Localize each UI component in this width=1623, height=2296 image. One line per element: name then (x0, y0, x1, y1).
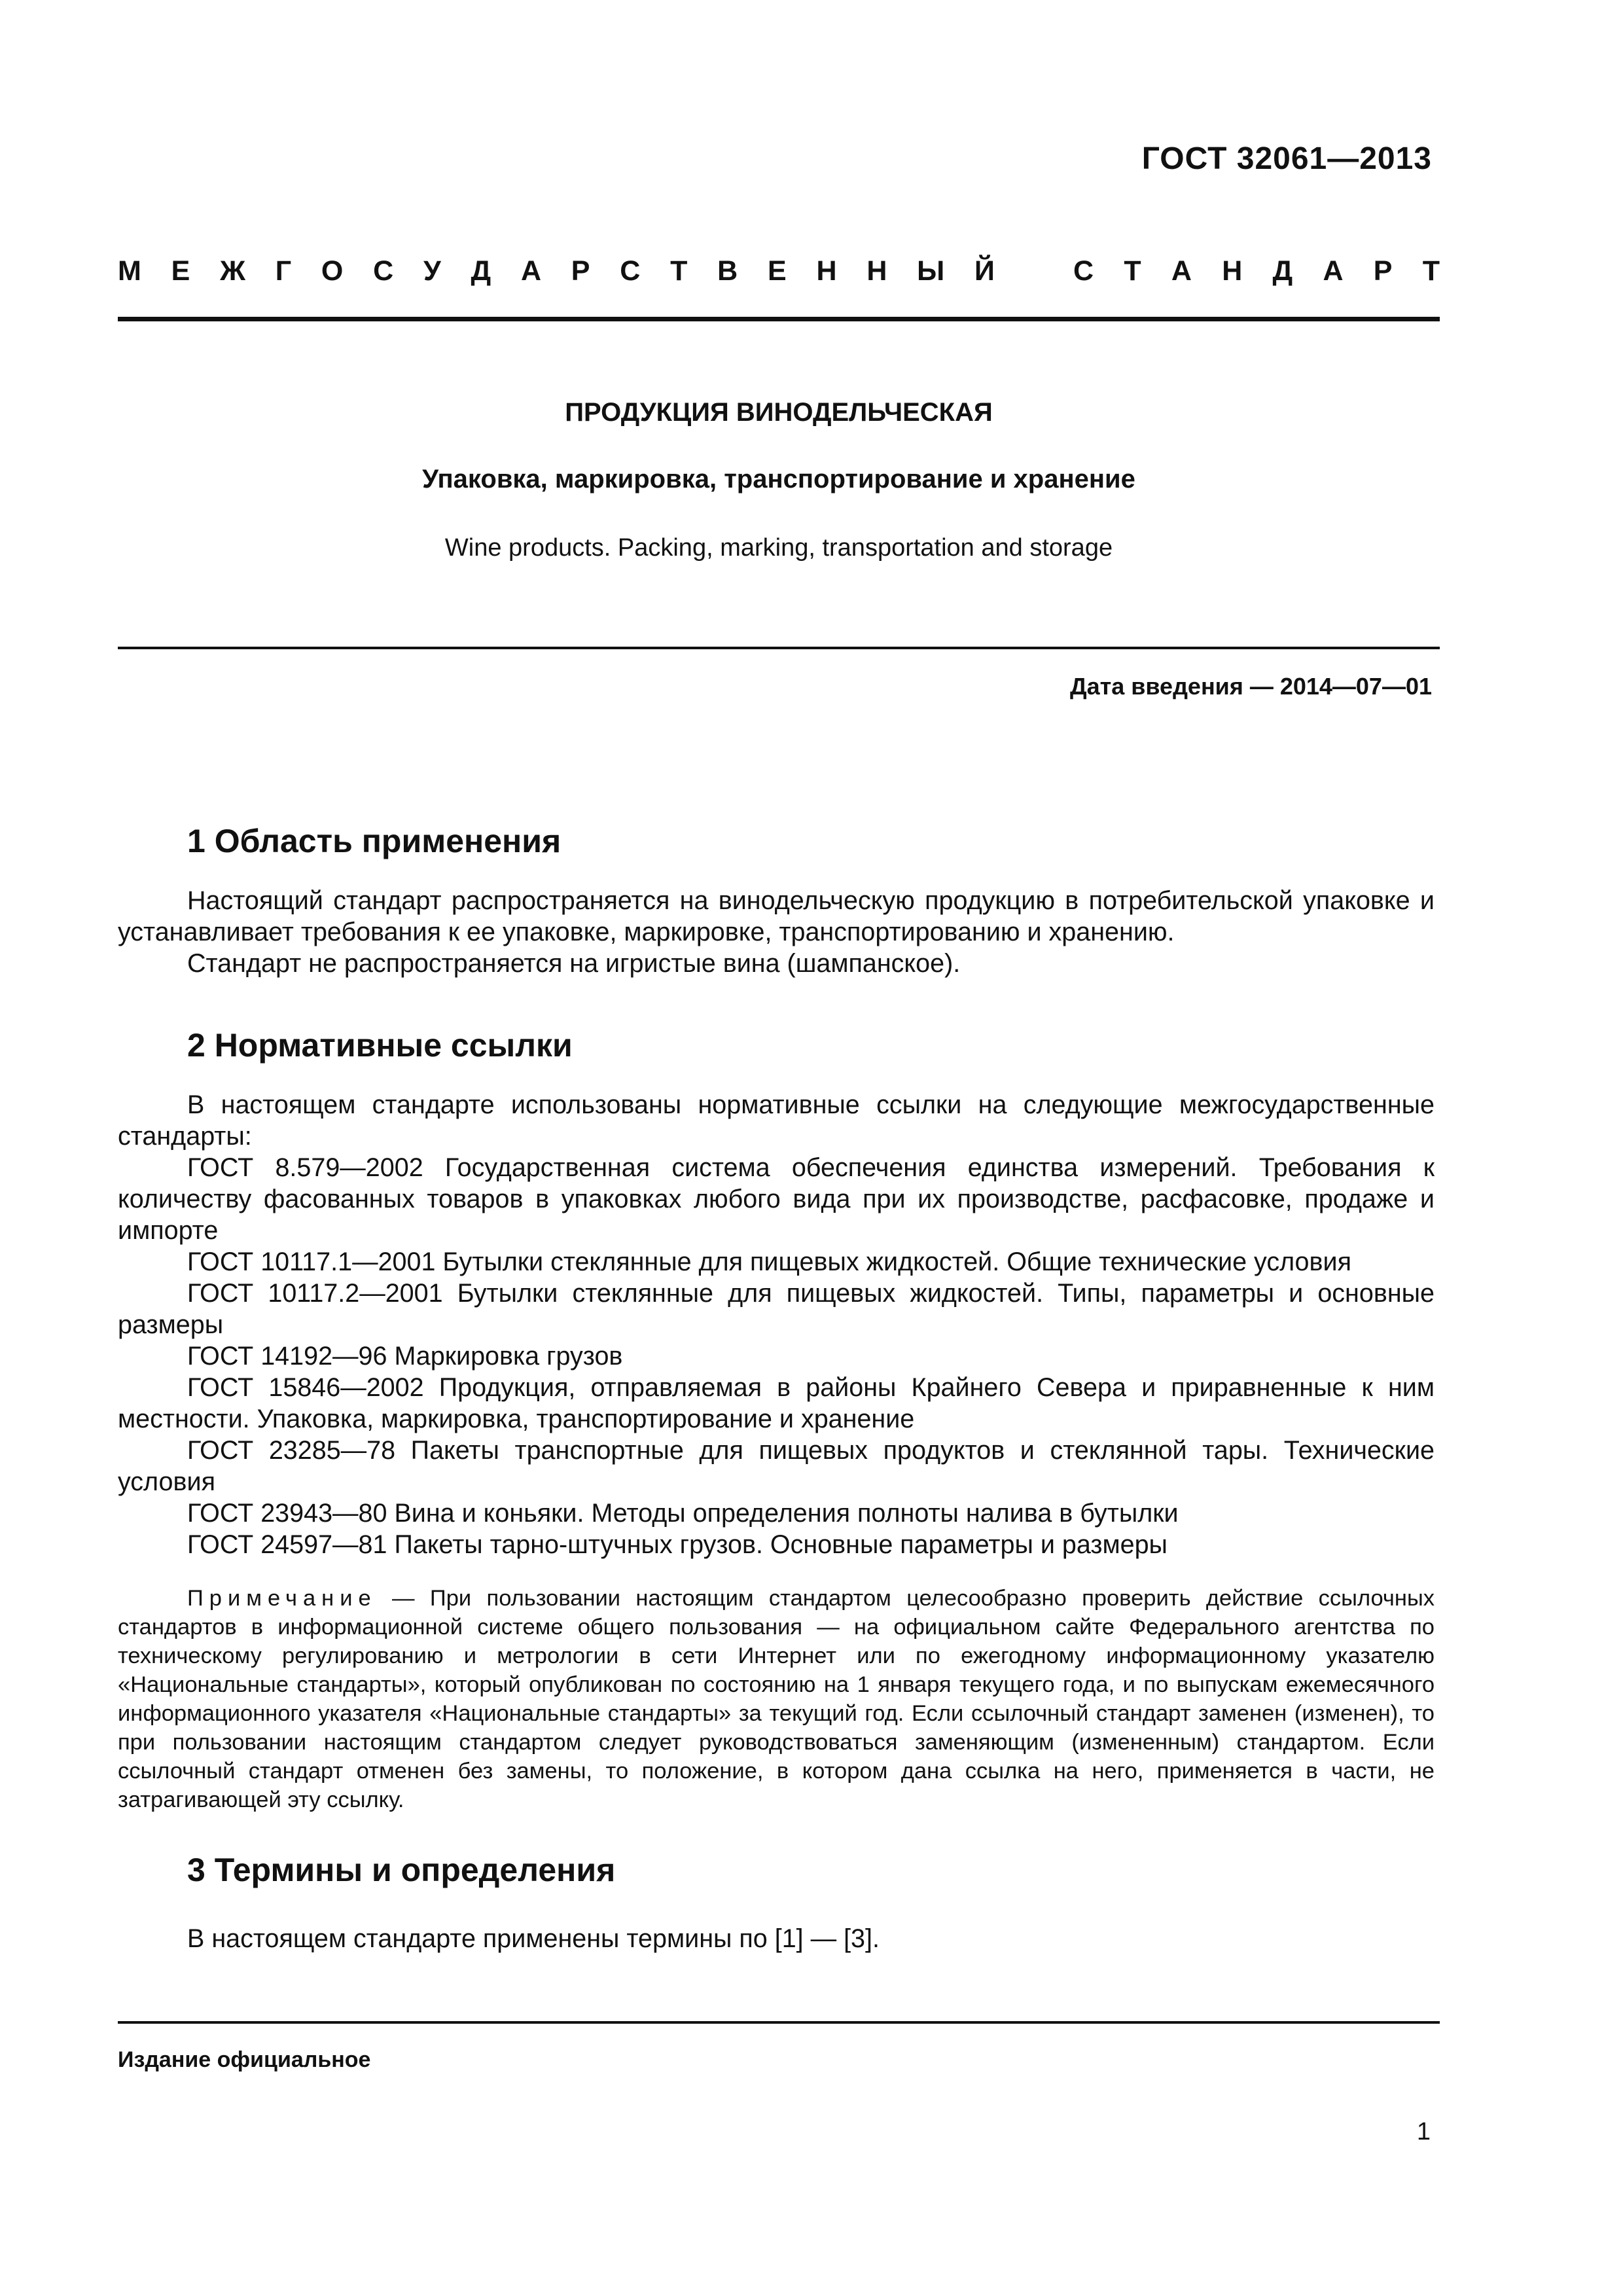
banner-letter: А (520, 255, 541, 287)
product-subtitle: Упаковка, маркировка, транспортирование и хранение (422, 465, 1135, 493)
banner-letter: С (620, 255, 641, 287)
interstate-standard-banner (118, 255, 1440, 287)
section-body-normative-references (118, 1089, 1435, 1560)
paragraph: Настоящий стандарт распространяется на винодельческую продукцию в потребительской упаковке и устанавливает требования к ее упаковке, маркировке, транспортированию и хранению. (118, 886, 1435, 946)
banner-letter: Т (1422, 255, 1440, 287)
banner-letter: В (717, 255, 738, 287)
banner-letter: А (1171, 255, 1192, 287)
banner-letter: Н (866, 255, 887, 287)
reference-item: ГОСТ 14192—96 Маркировка грузов (187, 1342, 623, 1371)
product-title-english: Wine products. Packing, marking, transportation and storage (444, 534, 1113, 562)
document-number: ГОСТ 32061—2013 (1141, 141, 1432, 176)
section-body-scope (118, 885, 1435, 979)
note-text: — При пользовании настоящим стандартом целесообразно проверить действие ссылочных стандартов в информационной системе общего пользования — на официальном сайте Федерального агентства по техническому регулированию и метрологии в сети Интернет или по ежегодному информационному указателю «Национальные стандарты», который опубликован по состоянию на 1 января текущего года, и по выпускам ежемесячного информационного указателя «Национальные стандарты» за текущий год. Если ссылочный стандарт заменен (изменен), то при пользовании настоящим стандартом следует руководствоваться заменяющим (измененным) стандартом. Если ссылочный стандарт отменен без замены, то положение, в котором дана ссылка на него, применяется в части, не затрагивающей эту ссылку. (118, 1586, 1435, 1812)
header-rule (118, 317, 1440, 321)
banner-letter: Е (768, 255, 787, 287)
banner-letter: О (321, 255, 344, 287)
banner-letter: С (1073, 255, 1094, 287)
section-heading-terms: 3 Термины и определения (187, 1852, 616, 1888)
banner-letter: Т (1124, 255, 1141, 287)
banner-letter: Р (571, 255, 590, 287)
banner-letter: Н (1222, 255, 1243, 287)
banner-letter: Й (974, 255, 995, 287)
banner-letter: С (373, 255, 394, 287)
banner-letter: М (118, 255, 141, 287)
banner-letter: Г (275, 255, 292, 287)
banner-letter: У (423, 255, 441, 287)
section-heading-scope: 1 Область применения (187, 823, 562, 859)
banner-letter: Ы (917, 255, 945, 287)
banner-word-interstate (118, 255, 995, 287)
section-heading-normative-references: 2 Нормативные ссылки (187, 1027, 573, 1064)
banner-letter: Д (471, 255, 491, 287)
reference-item: ГОСТ 23943—80 Вина и коньяки. Методы определения полноты налива в бутылки (187, 1499, 1179, 1528)
reference-item: ГОСТ 24597—81 Пакеты тарно-штучных грузов. Основные параметры и размеры (187, 1530, 1168, 1559)
note-paragraph (118, 1584, 1435, 1814)
banner-letter: Т (670, 255, 688, 287)
title-rule (118, 647, 1440, 649)
section-body-terms (118, 1923, 1435, 1954)
banner-letter: Н (816, 255, 837, 287)
banner-letter: Ж (220, 255, 245, 287)
introduction-date: Дата введения — 2014—07—01 (1069, 673, 1432, 700)
banner-letter: А (1323, 255, 1344, 287)
banner-letter: Р (1373, 255, 1393, 287)
page-number: 1 (1416, 2118, 1431, 2145)
reference-item: ГОСТ 15846—2002 Продукция, отправляемая в районы Крайнего Севера и приравненные к ним местности. Упаковка, маркировка, транспортирование и хранение (118, 1373, 1435, 1433)
reference-item: ГОСТ 23285—78 Пакеты транспортные для пищевых продуктов и стеклянной тары. Технические условия (118, 1436, 1435, 1496)
note-block (118, 1584, 1435, 1814)
paragraph: В настоящем стандарте использованы нормативные ссылки на следующие межгосударственные стандарты: (118, 1090, 1435, 1151)
paragraph: Стандарт не распространяется на игристые вина (шампанское). (187, 949, 961, 978)
banner-letter: Е (171, 255, 190, 287)
reference-item: ГОСТ 8.579—2002 Государственная система обеспечения единства измерений. Требования к количеству фасованных товаров в упаковках любого вида при их производстве, расфасовке, продаже и импорте (118, 1153, 1435, 1245)
paragraph: В настоящем стандарте применены термины по [1] — [3]. (187, 1924, 880, 1953)
banner-letter: Д (1272, 255, 1293, 287)
reference-item: ГОСТ 10117.2—2001 Бутылки стеклянные для пищевых жидкостей. Типы, параметры и основные размеры (118, 1279, 1435, 1339)
edition-label: Издание официальное (118, 2047, 371, 2072)
banner-word-standard (1073, 255, 1440, 287)
note-label: Примечание (187, 1586, 377, 1611)
footer-rule (118, 2021, 1440, 2024)
product-title: ПРОДУКЦИЯ ВИНОДЕЛЬЧЕСКАЯ (565, 398, 993, 427)
reference-item: ГОСТ 10117.1—2001 Бутылки стеклянные для пищевых жидкостей. Общие технические условия (187, 1247, 1351, 1276)
